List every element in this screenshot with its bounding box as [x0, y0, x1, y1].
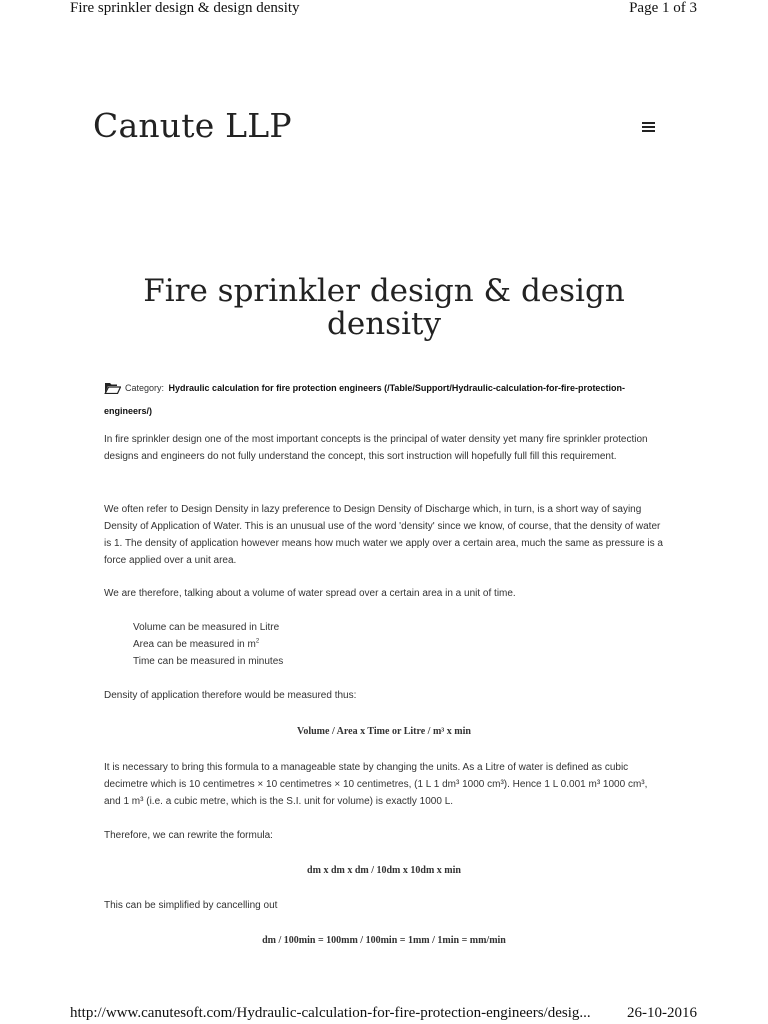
paragraph-intro: In fire sprinkler design one of the most important concepts is the principal of water density yet many fire sprinkler protection designs and engineers do not fully understand the concept, this sort instruction will hopefully full fill this requirement. [104, 434, 648, 462]
list-item: Volume can be measured in Litre [133, 622, 280, 633]
print-footer-url: http://www.canutesoft.com/Hydraulic-calculation-for-fire-protection-engineers/desig... [70, 1005, 591, 1021]
formula-volume-area-time: Volume / Area x Time or Litre / m³ x min [297, 726, 471, 737]
print-header [0, 0, 768, 18]
paragraph-simplify: This can be simplified by cancelling out [104, 900, 278, 911]
site-brand-logo[interactable]: Canute LLP [93, 106, 292, 145]
paragraph-density-measure: Density of application therefore would be measured thus: [104, 690, 357, 701]
category-link[interactable]: Hydraulic calculation for fire protection engineers (/Table/Support/Hydraulic-calculation-for-fire-protection-engineers/) [104, 383, 625, 416]
category-label: Category: [125, 383, 165, 393]
paragraph-rewrite: Therefore, we can rewrite the formula: [104, 830, 273, 841]
list-item: Time can be measured in minutes [133, 656, 284, 667]
list-item: Area can be measured in $m^2$ [133, 638, 260, 650]
print-footer [0, 1005, 768, 1023]
article-title: Fire sprinkler design & design density [143, 273, 625, 342]
paragraph-unit-conversion: It is necessary to bring this formula to a manageable state by changing the units. As a Litre of water is defined as cubic decimetre which is 10 centimetres × 10 centimetres × 10 centimetres, (1 L 1 dm³ 1000 cm³). Hence 1 L 0.001 m³ 1000 cm³, and 1 m³ (i.e. a cubic metre, which is the S.I. unit for volume) is exactly 1000 L. [104, 762, 648, 807]
print-header-title: Fire sprinkler design & design density [70, 0, 300, 16]
paragraph-design-density: We often refer to Design Density in lazy preference to Design Density of Discharge which, in turn, is a short way of saying Density of Application of Water. This is an unusual use of the word 'density' since we know, of course, that the density of water is 1. The density of application however means how much water we apply over a certain area, much the same as pressure is a force applied over a unit area. [104, 504, 663, 566]
print-header-page: Page 1 of 3 [629, 0, 697, 16]
formula-simplified: dm / 100min = 100mm / 100min = 1mm / 1min = mm/min [262, 935, 506, 946]
hamburger-menu-icon[interactable] [642, 122, 656, 134]
paragraph-volume-area-time: We are therefore, talking about a volume of water spread over a certain area in a unit of time. [104, 588, 516, 599]
formula-dm: dm x dm x dm / 10dm x 10dm x min [307, 865, 461, 876]
print-footer-date: 26-10-2016 [627, 1005, 697, 1021]
article-category [104, 378, 664, 421]
units-list [133, 619, 633, 670]
folder-open-icon [104, 381, 121, 401]
